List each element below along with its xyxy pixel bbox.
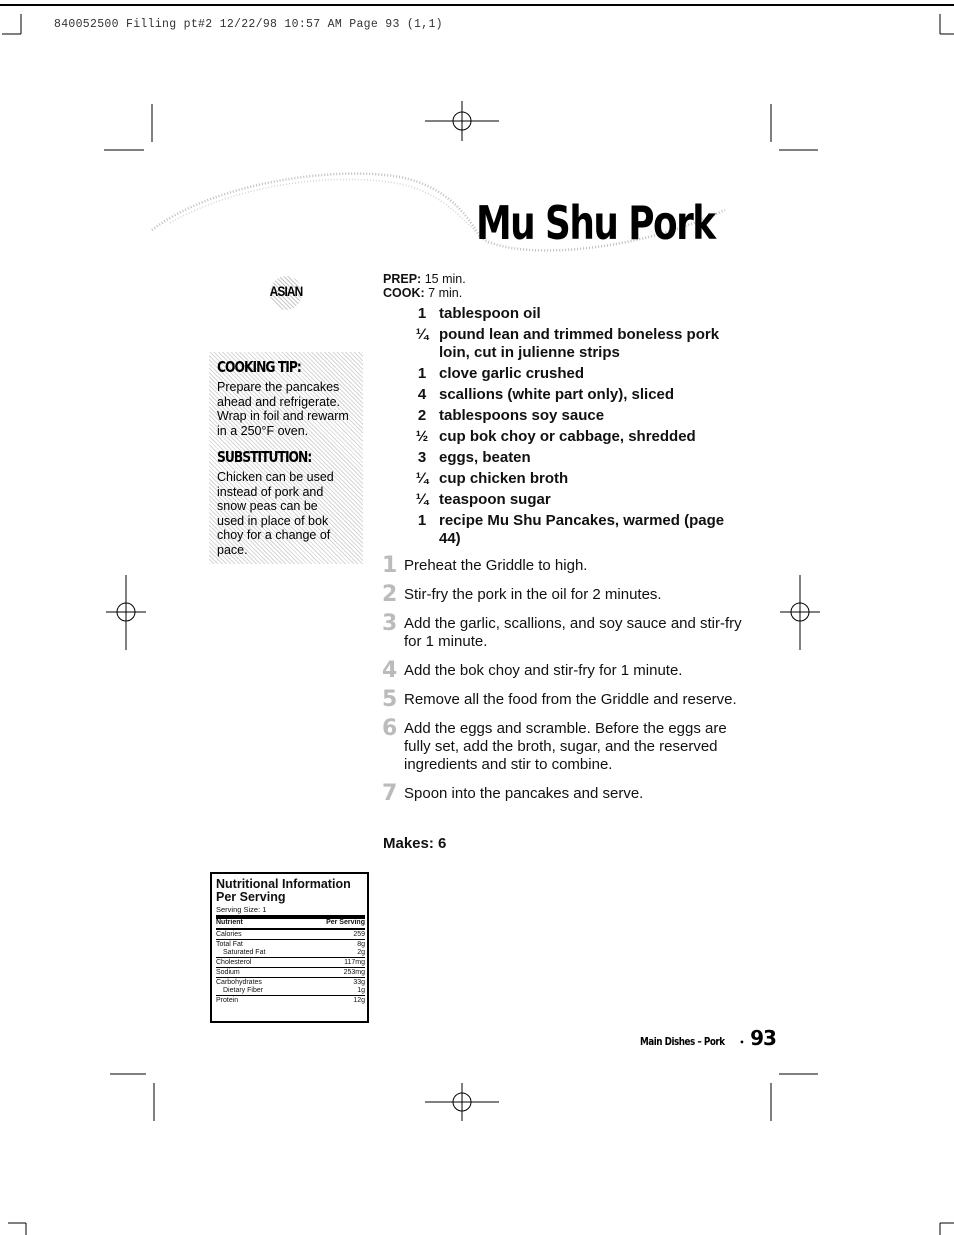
cooking-tip-heading: COOKING TIP:: [217, 358, 301, 376]
step-text: Preheat the Griddle to high.: [404, 557, 588, 574]
instruction-step: [382, 553, 743, 578]
page-number: 93: [750, 1026, 776, 1050]
cooking-tip-text: Prepare the pancakes ahead and refrigerate. Wrap in foil and rewarm in a 250°F oven.: [217, 380, 349, 438]
instruction-step: [382, 582, 743, 607]
step-number: 1: [382, 553, 398, 578]
nutrition-row: [216, 995, 365, 1005]
nutrition-rows: [216, 929, 365, 1005]
ingredient-text: tablespoons soy sauce: [439, 407, 605, 424]
ingredient-text: clove garlic crushed: [439, 365, 585, 382]
nutrient-label: Calories: [216, 931, 242, 938]
nutrition-panel: [210, 872, 369, 1023]
step-text: Spoon into the pancakes and serve.: [404, 785, 644, 802]
nutrient-column-header: Nutrient: [216, 919, 243, 926]
step-text: Add the bok choy and stir-fry for 1 minute.: [404, 662, 683, 679]
step-number: 5: [382, 687, 398, 712]
prep-cook-times: [383, 272, 466, 300]
step-number: 4: [382, 658, 398, 683]
ingredient-item: [383, 470, 733, 488]
step-text: Add the garlic, scallions, and soy sauce and stir-fry for 1 minute.: [404, 615, 742, 650]
per-serving-column-header: Per Serving: [326, 919, 365, 926]
nutrient-label: Total Fat: [216, 941, 243, 948]
step-text: Stir-fry the pork in the oil for 2 minutes.: [404, 586, 662, 603]
nutrient-value: 259: [353, 931, 365, 938]
nutrient-label: Protein: [216, 997, 239, 1004]
instruction-step: [382, 781, 743, 806]
step-number: 2: [382, 582, 398, 607]
ingredient-item: [383, 428, 733, 446]
nutrient-value: 12g: [353, 997, 365, 1004]
ingredient-list: [383, 305, 733, 551]
ingredient-item: [383, 491, 733, 509]
nutrient-value: 1g: [357, 987, 365, 994]
step-text: Remove all the food from the Griddle and reserve.: [404, 691, 737, 708]
cook-value: 7 min.: [428, 286, 463, 300]
ingredient-text: eggs, beaten: [439, 449, 531, 466]
ingredient-item: [383, 305, 733, 323]
category-badge-label: ASIAN: [269, 283, 303, 299]
yield-text: Makes: 6: [383, 835, 447, 852]
nutrition-row: [216, 977, 365, 987]
prep-label: PREP:: [383, 272, 422, 286]
nutrient-label: Cholesterol: [216, 959, 252, 966]
nutrient-value: 253mg: [343, 969, 365, 976]
footer-separator: •: [739, 1038, 745, 1047]
ingredient-text: cup bok choy or cabbage, shredded: [439, 428, 696, 445]
ingredient-text: cup chicken broth: [439, 470, 569, 487]
page-footer: [640, 1026, 776, 1050]
ingredient-item: [383, 512, 733, 548]
cook-label: COOK:: [383, 286, 425, 300]
ingredient-quantity: 1: [417, 305, 427, 322]
ingredient-item: [383, 365, 733, 383]
nutrition-row: [216, 939, 365, 949]
ingredient-text: recipe Mu Shu Pancakes, warmed (page 44): [439, 512, 725, 547]
step-number: 3: [382, 611, 398, 636]
footer-section-label: Main Dishes – Pork: [640, 1035, 725, 1048]
instruction-step: [382, 716, 743, 774]
serving-size: Serving Size: 1: [216, 905, 365, 919]
step-number: 6: [382, 716, 398, 741]
nutrient-value: 33g: [353, 979, 365, 986]
nutrient-value: 117mg: [344, 959, 365, 966]
ingredient-quantity: ¼: [415, 491, 429, 508]
ingredient-text: tablespoon oil: [439, 305, 541, 322]
nutrient-label: Saturated Fat: [223, 949, 266, 956]
ingredient-item: [383, 407, 733, 425]
tips-sidebar: [209, 352, 363, 564]
nutrition-row: [216, 949, 365, 957]
nutrition-row: [216, 987, 365, 995]
substitution-heading: SUBSTITUTION:: [217, 448, 312, 466]
ingredient-item: [383, 326, 733, 362]
ingredient-text: teaspoon sugar: [439, 491, 551, 508]
nutrition-row: [216, 929, 365, 939]
print-slug-line: 840052500 Filling pt#2 12/22/98 10:57 AM Page 93 (1,1): [54, 18, 443, 31]
ingredient-text: pound lean and trimmed boneless pork loin, cut in julienne strips: [439, 326, 720, 361]
ingredient-quantity: 3: [417, 449, 427, 466]
ingredient-quantity: ½: [415, 428, 429, 445]
step-number: 7: [382, 781, 398, 806]
nutrient-label: Dietary Fiber: [223, 987, 264, 994]
ingredient-quantity: ¼: [415, 326, 429, 343]
ingredient-quantity: 1: [417, 365, 427, 382]
substitution-text: Chicken can be used instead of pork and snow peas can be used in place of bok choy for a change of pace.: [217, 470, 334, 557]
ingredient-quantity: ¼: [415, 470, 429, 487]
page-title: Mu Shu Pork: [476, 196, 715, 250]
ingredient-quantity: 4: [417, 386, 427, 403]
nutrient-label: Sodium: [216, 969, 240, 976]
ingredient-item: [383, 386, 733, 404]
nutrient-value: 8g: [357, 941, 365, 948]
nutrition-row: [216, 957, 365, 967]
nutrient-value: 2g: [357, 949, 365, 956]
instruction-step: [382, 687, 743, 712]
ingredient-item: [383, 449, 733, 467]
ingredient-quantity: 2: [417, 407, 427, 424]
category-badge: [262, 276, 310, 310]
nutrition-row: [216, 967, 365, 977]
ingredient-quantity: 1: [417, 512, 427, 529]
prep-value: 15 min.: [424, 272, 466, 286]
step-text: Add the eggs and scramble. Before the eggs are fully set, add the broth, sugar, and the reserved ingredients and stir to combine.: [404, 720, 727, 773]
instruction-step: [382, 611, 743, 651]
nutrition-title: Nutritional Information Per Serving: [216, 877, 351, 904]
ingredient-text: scallions (white part only), sliced: [439, 386, 675, 403]
instruction-step: [382, 658, 743, 683]
nutrient-label: Carbohydrates: [216, 979, 262, 986]
instruction-steps: [382, 553, 743, 814]
nutrition-header-row: [216, 919, 365, 929]
